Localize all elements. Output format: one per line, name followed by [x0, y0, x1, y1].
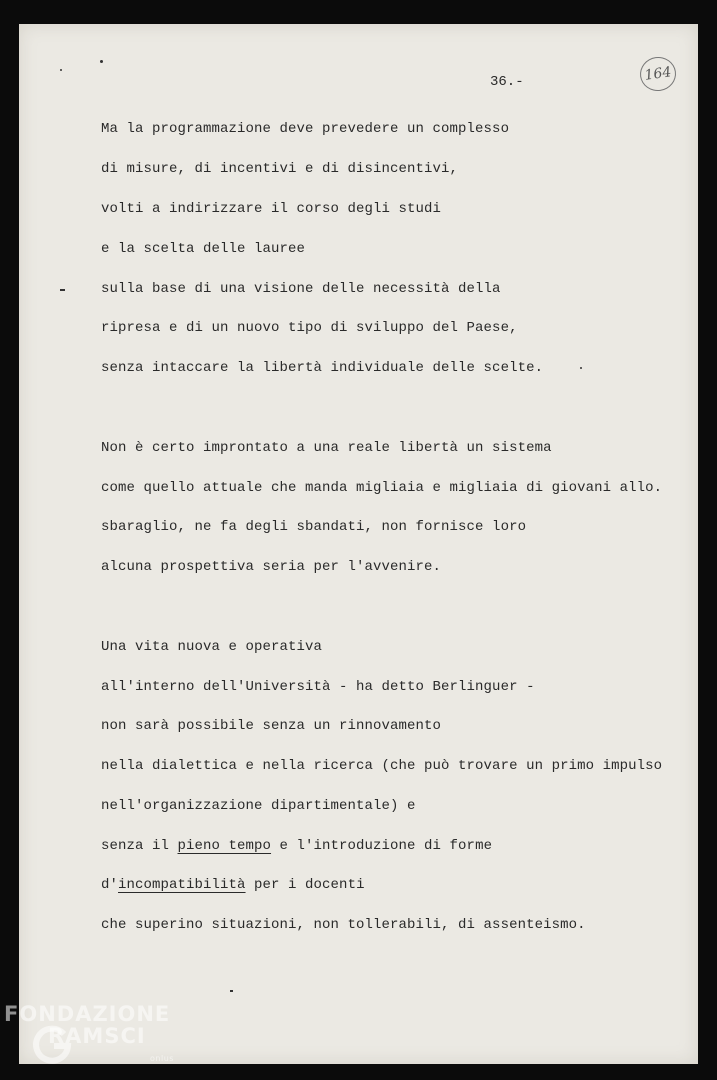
watermark-line-1: FONDAZIONE	[4, 1002, 171, 1026]
text-line: e la scelta delle lauree	[101, 241, 306, 257]
watermark-suffix: onlus	[150, 1054, 174, 1063]
text-line: senza intaccare la libertà individuale delle scelte.	[101, 360, 544, 376]
text-line: Una vita nuova e operativa	[101, 639, 323, 655]
text-line: nella dialettica e nella ricerca (che può trovare un primo impulso	[101, 758, 663, 774]
typewritten-page	[19, 24, 698, 1064]
text-line: nell'organizzazione dipartimentale) e	[101, 798, 416, 814]
underlined-phrase: incompatibilità	[118, 877, 246, 893]
text-line	[101, 877, 365, 893]
text-line: di misure, di incentivi e di disincentivi,	[101, 161, 459, 177]
underlined-phrase: pieno tempo	[177, 838, 272, 854]
paper-speck	[100, 60, 103, 63]
text-line: Non è certo improntato a una reale libertà un sistema	[101, 440, 552, 456]
text-line: alcuna prospettiva seria per l'avvenire.	[101, 559, 442, 575]
page-number: 36.-	[490, 74, 524, 90]
text-line: Ma la programmazione deve prevedere un complesso	[101, 121, 510, 137]
text-segment: e l'introduzione di forme	[271, 838, 493, 854]
text-line: ripresa e di un nuovo tipo di sviluppo del Paese,	[101, 320, 518, 336]
archive-stamp: 164	[638, 55, 678, 94]
fondazione-gramsci-watermark	[4, 1002, 204, 1078]
paper-speck	[580, 367, 582, 369]
watermark-line-2: RAMSCI	[48, 1024, 146, 1048]
text-line: non sarà possibile senza un rinnovamento	[101, 718, 442, 734]
text-segment: senza il	[101, 838, 178, 854]
text-line: sulla base di una visione delle necessità della	[101, 281, 501, 297]
text-line: che superino situazioni, non tollerabili, di assenteismo.	[101, 917, 586, 933]
text-line: volti a indirizzare il corso degli studi	[101, 201, 442, 217]
text-line: come quello attuale che manda migliaia e migliaia di giovani allo.	[101, 480, 663, 496]
paper-speck	[230, 990, 233, 992]
text-segment: d'	[101, 877, 119, 893]
text-segment: per i docenti	[245, 877, 365, 893]
paper-speck	[60, 69, 62, 71]
paper-speck	[60, 289, 65, 291]
text-line: sbaraglio, ne fa degli sbandati, non fornisce loro	[101, 519, 527, 535]
text-line: all'interno dell'Università - ha detto Berlinguer -	[101, 679, 535, 695]
text-line	[101, 838, 492, 854]
